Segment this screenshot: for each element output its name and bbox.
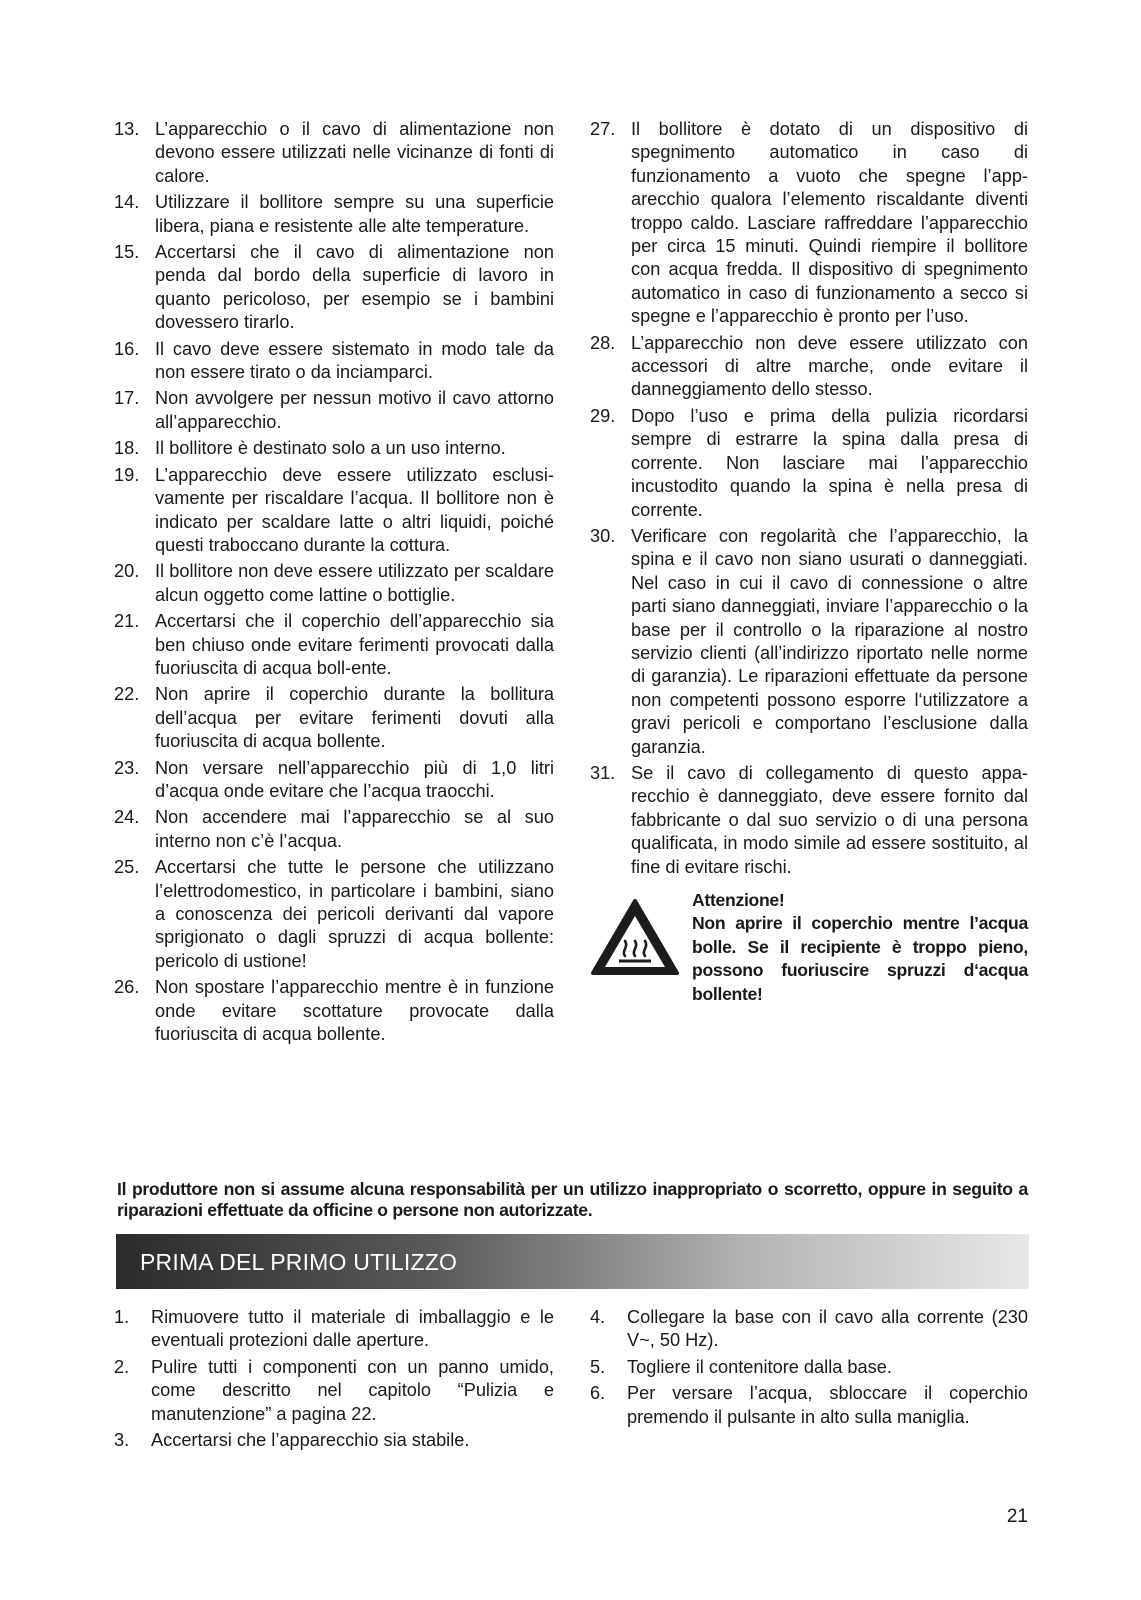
item-text: Verificare con regolarità che l’apparecchio, la spina e il cavo non siano usurati o danneggiati. Nel caso in cui il cavo di connessione o altre parti siano danneggiati, inviare l’apparecchio o la base per il controllo o la riparazione al nostro servizio clienti (all’indirizzo riportato nelle norme di garanzia). Le riparazioni effettuate da persone non competenti possono esporre l‘utilizzatore a gravi pericoli e comportano l’esclusione dalla garanzia. <box>631 525 1028 757</box>
item-number: 18. <box>114 438 140 459</box>
list-item <box>114 560 554 607</box>
list-item <box>590 1356 1028 1379</box>
item-number: 17. <box>114 388 140 409</box>
item-text: Il bollitore non deve essere utilizzato per scaldare alcun oggetto come lattine o bottiglie. <box>155 561 554 605</box>
item-number: 14. <box>114 192 140 213</box>
item-number: 15. <box>114 242 140 263</box>
step-text: Pulire tutti i componenti con un panno umido, come descritto nel capitolo “Pulizia e manutenzione” a pagina 22. <box>151 1356 554 1424</box>
item-number: 27. <box>590 119 616 139</box>
item-text: Non aprire il coperchio durante la bollitura dell’acqua per evitare ferimenti dovuti alla fuoriuscita di acqua bollente. <box>155 684 554 752</box>
item-text: Non spostare l’apparecchio mentre è in funzione onde evitare scottature provocate dalla fuoriuscita di acqua bollente. <box>155 977 554 1045</box>
list-item <box>114 387 554 434</box>
item-text: Se il cavo di collegamento di questo appa-recchio è danneggiato, deve essere fornito dal fabbricante o dal suo servizio o di una persona qualificata, in modo simile ad essere sostituito, al fine di evitare rischi. <box>631 762 1028 877</box>
item-number: 28. <box>590 332 616 353</box>
list-item <box>590 1306 1028 1353</box>
page-number: 21 <box>1006 1506 1028 1527</box>
item-text: Non versare nell’apparecchio più di 1,0 litri d’acqua onde evitare che l’acqua traocchi. <box>155 757 554 801</box>
list-item <box>114 191 554 238</box>
list-item <box>590 1382 1028 1429</box>
list-item <box>590 118 1028 329</box>
list-item <box>114 976 554 1046</box>
list-item <box>590 762 1028 879</box>
step-number: 5. <box>590 1356 606 1377</box>
list-item <box>114 683 554 753</box>
list-item <box>114 464 554 558</box>
list-item <box>114 437 554 460</box>
steps-list-left <box>114 1306 554 1452</box>
warning-text-block <box>692 889 1028 1006</box>
right-column <box>590 118 1028 1009</box>
item-text: Accertarsi che tutte le persone che utilizzano l’elettrodomestico, in particolare i bambini, siano a conoscenza dei pericoli derivanti dal vapore sprigionato o dagli spruzzi di acqua bollente: pericolo di ustione! <box>155 857 554 971</box>
step-text: Per versare l’acqua, sbloccare il coperchio premendo il pulsante in alto sulla maniglia. <box>627 1383 1028 1427</box>
item-number: 23. <box>114 757 140 778</box>
item-number: 22. <box>114 684 140 705</box>
item-number: 24. <box>114 807 140 828</box>
item-text: L’apparecchio deve essere utilizzato esclusi-vamente per riscaldare l’acqua. Il bollitore non è indicato per scaldare latte o altri liquidi, poiché questi traboccano durante la cottura. <box>155 464 554 555</box>
list-item <box>114 338 554 385</box>
list-item <box>114 1356 554 1426</box>
item-text: Il bollitore è dotato di un dispositivo di spegnimento automatico in caso di funzionamento a vuoto che spegne l’app-arecchio qualora l’elemento riscaldante diventi troppo caldo. Lasciare raffreddare l’apparecchio per circa 15 minuti. Quindi riempire il bollitore con acqua fredda. Il dispositivo di spegnimento automatico in caso di funzionamento a secco si spegne e l’apparecchio è pronto per l’uso. <box>631 119 1028 327</box>
hot-surface-warning-icon <box>590 897 680 977</box>
liability-disclaimer: Il produttore non si assume alcuna responsabilità per un utilizzo inappropriato o scorretto, oppure in seguito a riparazioni effettuate da officine o persone non autorizzate. <box>117 1179 1028 1220</box>
item-text: Accertarsi che il cavo di alimentazione non penda dal bordo della superficie di lavoro in quanto pericoloso, per esempio se i bambini dovessero tirarlo. <box>155 242 554 333</box>
list-item <box>590 332 1028 402</box>
safety-list-right <box>590 118 1028 879</box>
item-number: 31. <box>590 762 616 783</box>
step-text: Rimuovere tutto il materiale di imballaggio e le eventuali protezioni dalle aperture. <box>151 1307 554 1351</box>
item-text: L’apparecchio non deve essere utilizzato con accessori di altre marche, onde evitare il danneggiamento dello stesso. <box>631 332 1028 400</box>
list-item <box>114 1306 554 1353</box>
safety-list-left <box>114 118 554 1046</box>
item-text: Accertarsi che il coperchio dell’apparecchio sia ben chiuso onde evitare ferimenti provocati dalla fuoriuscita di acqua boll-ente. <box>155 611 554 678</box>
section-title: PRIMA DEL PRIMO UTILIZZO <box>140 1249 458 1275</box>
item-number: 13. <box>114 119 140 139</box>
item-text: Non avvolgere per nessun motivo il cavo attorno all’apparecchio. <box>155 388 554 432</box>
warning-title: Attenzione! <box>692 890 785 910</box>
step-number: 1. <box>114 1307 130 1327</box>
step-number: 3. <box>114 1430 130 1451</box>
item-number: 20. <box>114 561 140 582</box>
item-text: Non accendere mai l’apparecchio se al suo interno non c’è l’acqua. <box>155 807 554 851</box>
section-header <box>116 1234 1029 1289</box>
item-number: 26. <box>114 977 140 998</box>
item-text: Dopo l’uso e prima della pulizia ricordarsi sempre di estrarre la spina dalla presa di corrente. Non lasciare mai l’apparecchio incustodito quando la spina è nella presa di corrente. <box>631 405 1028 520</box>
step-number: 2. <box>114 1356 130 1377</box>
item-text: Il cavo deve essere sistemato in modo tale da non essere tirato o da inciamparci. <box>155 338 554 383</box>
list-item <box>114 806 554 853</box>
item-text: Utilizzare il bollitore sempre su una superficie libera, piana e resistente alle alte temperature. <box>155 192 554 236</box>
warning-box <box>590 889 1028 1009</box>
item-number: 21. <box>114 611 140 632</box>
step-number: 4. <box>590 1307 606 1327</box>
item-text: L’apparecchio o il cavo di alimentazione non devono essere utilizzati nelle vicinanze di fonti di calore. <box>155 119 554 186</box>
list-item <box>114 1429 554 1452</box>
item-number: 19. <box>114 464 140 485</box>
list-item <box>114 757 554 804</box>
step-text: Togliere il contenitore dalla base. <box>627 1356 892 1377</box>
list-item <box>114 856 554 973</box>
step-text: Accertarsi che l’apparecchio sia stabile. <box>151 1430 470 1451</box>
step-number: 6. <box>590 1383 606 1404</box>
item-number: 25. <box>114 857 140 878</box>
list-item <box>590 525 1028 759</box>
item-text: Il bollitore è destinato solo a un uso interno. <box>155 438 506 459</box>
item-number: 16. <box>114 338 140 359</box>
item-number: 30. <box>590 525 616 546</box>
item-number: 29. <box>590 405 616 426</box>
list-item <box>114 241 554 335</box>
warning-text: Non aprire il coperchio mentre l’acqua bolle. Se il recipiente è troppo pieno, possono fuoriuscire spruzzi d‘acqua bollente! <box>692 913 1028 1004</box>
list-item <box>114 610 554 680</box>
steps-left-column <box>114 1306 554 1455</box>
list-item <box>114 118 554 188</box>
list-item <box>590 405 1028 522</box>
step-text: Collegare la base con il cavo alla corrente (230 V~, 50 Hz). <box>627 1307 1028 1351</box>
left-column <box>114 118 554 1049</box>
steps-list-right <box>590 1306 1028 1429</box>
steps-right-column <box>590 1306 1028 1432</box>
